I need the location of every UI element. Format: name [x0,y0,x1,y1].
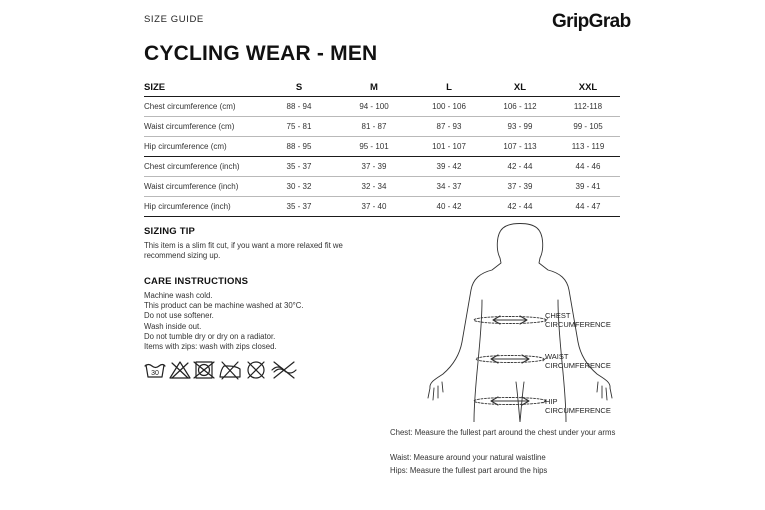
care-item: Do not use softener. [144,311,214,321]
row-label: Chest circumference (cm) [144,97,264,117]
chest-label-sub: CIRCUMFERENCE [545,320,611,329]
hip-note: Hips: Measure the fullest part around the hips [390,466,548,475]
table-cell: 40 - 42 [414,197,484,217]
sizing-tip-heading: SIZING TIP [144,226,196,237]
care-heading: CARE INSTRUCTIONS [144,276,249,287]
care-icons [144,359,304,381]
table-row [144,197,620,217]
row-label: Hip circumference (inch) [144,197,264,217]
hip-label: HIP [545,397,558,406]
table-header-row [144,78,620,97]
table-cell: 42 - 44 [484,197,556,217]
table-row [144,157,620,177]
table-cell: 112-118 [556,97,620,117]
table-cell: 32 - 34 [334,177,414,197]
table-cell: 88 - 94 [264,97,334,117]
table-row [144,117,620,137]
care-list [144,291,304,352]
table-cell: 37 - 39 [334,157,414,177]
size-table [144,78,620,217]
care-item: This product can be machine washed at 30°C. [144,301,304,311]
table-cell: 88 - 95 [264,137,334,157]
column-header: M [334,78,414,97]
care-item: Machine wash cold. [144,291,213,300]
table-cell: 113 - 119 [556,137,620,157]
table-cell: 95 - 101 [334,137,414,157]
no-iron-icon [220,362,240,379]
table-cell: 30 - 32 [264,177,334,197]
waist-label-sub: CIRCUMFERENCE [545,361,611,370]
chest-note: Chest: Measure the fullest part around the chest under your arms [390,428,616,437]
table-cell: 101 - 107 [414,137,484,157]
table-cell: 93 - 99 [484,117,556,137]
column-header: XXL [556,78,620,97]
page-title: CYCLING WEAR - MEN [144,42,378,65]
care-item: Do not tumble dry or dry on a radiator. [144,331,276,341]
sizing-tip-text: This item is a slim fit cut, if you want a more relaxed fit we recommend sizing up. [144,241,343,261]
column-header: L [414,78,484,97]
row-label: Waist circumference (inch) [144,177,264,197]
table-row [144,177,620,197]
chest-label: CHEST [545,311,571,320]
table-cell: 37 - 39 [484,177,556,197]
table-cell: 35 - 37 [264,157,334,177]
table-cell: 44 - 47 [556,197,620,217]
table-row [144,97,620,117]
table-cell: 100 - 106 [414,97,484,117]
table-cell: 81 - 87 [334,117,414,137]
brand-logo: GripGrab [552,11,631,32]
table-cell: 107 - 113 [484,137,556,157]
table-cell: 44 - 46 [556,157,620,177]
waist-label: WAIST [545,352,569,361]
row-label: Hip circumference (cm) [144,137,264,157]
row-label: Waist circumference (cm) [144,117,264,137]
no-dry-clean-icon [248,362,264,378]
chest-arrows [493,316,527,324]
hip-label-sub: CIRCUMFERENCE [545,406,611,415]
table-cell: 37 - 40 [334,197,414,217]
wash-30-icon [145,365,165,378]
column-header: XL [484,78,556,97]
waist-arrows [491,355,529,363]
no-tumble-dry-icon [194,362,214,378]
table-cell: 34 - 37 [414,177,484,197]
table-cell: 87 - 93 [414,117,484,137]
table-cell: 94 - 100 [334,97,414,117]
care-item: Wash inside out. [144,321,202,331]
table-cell: 42 - 44 [484,157,556,177]
guide-label: SIZE GUIDE [144,14,204,25]
hip-arrows [491,397,529,405]
column-header: SIZE [144,78,264,97]
table-cell: 39 - 42 [414,157,484,177]
care-item: Items with zips: wash with zips closed. [144,342,277,352]
table-cell: 75 - 81 [264,117,334,137]
waist-note: Waist: Measure around your natural waistline [390,453,546,462]
table-cell: 39 - 41 [556,177,620,197]
table-cell: 35 - 37 [264,197,334,217]
no-wring-icon [272,362,296,378]
column-header: S [264,78,334,97]
table-row [144,137,620,157]
table-cell: 99 - 105 [556,117,620,137]
no-bleach-icon [170,362,190,378]
wash-temp-text: 30 [151,370,159,377]
row-label: Chest circumference (inch) [144,157,264,177]
table-cell: 106 - 112 [484,97,556,117]
